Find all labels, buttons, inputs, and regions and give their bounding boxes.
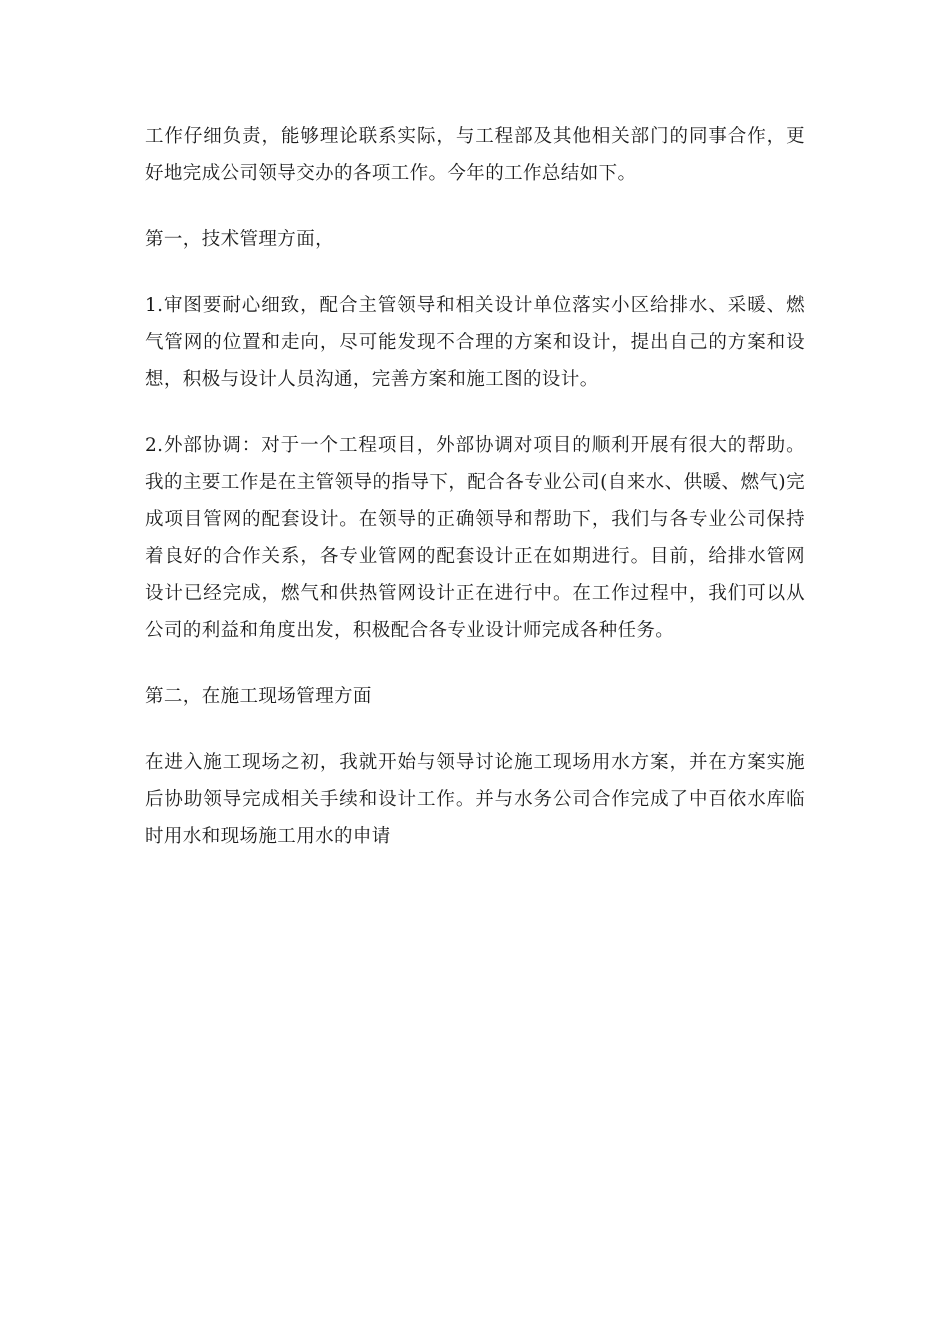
paragraph-drawing-review: 1.审图要耐心细致，配合主管领导和相关设计单位落实小区给排水、采暖、燃气管网的位置和走向，尽可能发现不合理的方案和设计，提出自己的方案和设想，积极与设计人员沟通，完善方案和施工图的设计。 [145,295,805,390]
heading-site-management: 第二，在施工现场管理方面 [145,686,372,707]
paragraph-intro: 工作仔细负责，能够理论联系实际，与工程部及其他相关部门的同事合作，更好地完成公司领导交办的各项工作。今年的工作总结如下。 [145,126,805,184]
paragraph-site-water: 在进入施工现场之初，我就开始与领导讨论施工现场用水方案，并在方案实施后协助领导完成相关手续和设计工作。并与水务公司合作完成了中百依水库临时用水和现场施工用水的申请 [145,752,805,847]
paragraph-external-coordination: 2.外部协调：对于一个工程项目，外部协调对项目的顺利开展有很大的帮助。我的主要工作是在主管领导的指导下，配合各专业公司(自来水、供暖、燃气)完成项目管网的配套设计。在领导的正确领导和帮助下，我们与各专业公司保持着良好的合作关系，各专业管网的配套设计正在如期进行。目前，给排水管网设计已经完成，燃气和供热管网设计正在进行中。在工作过程中，我们可以从公司的利益和角度出发，积极配合各专业设计师完成各种任务。 [145,435,805,641]
document-body [145,118,805,884]
heading-technical-management: 第一，技术管理方面， [145,229,335,250]
